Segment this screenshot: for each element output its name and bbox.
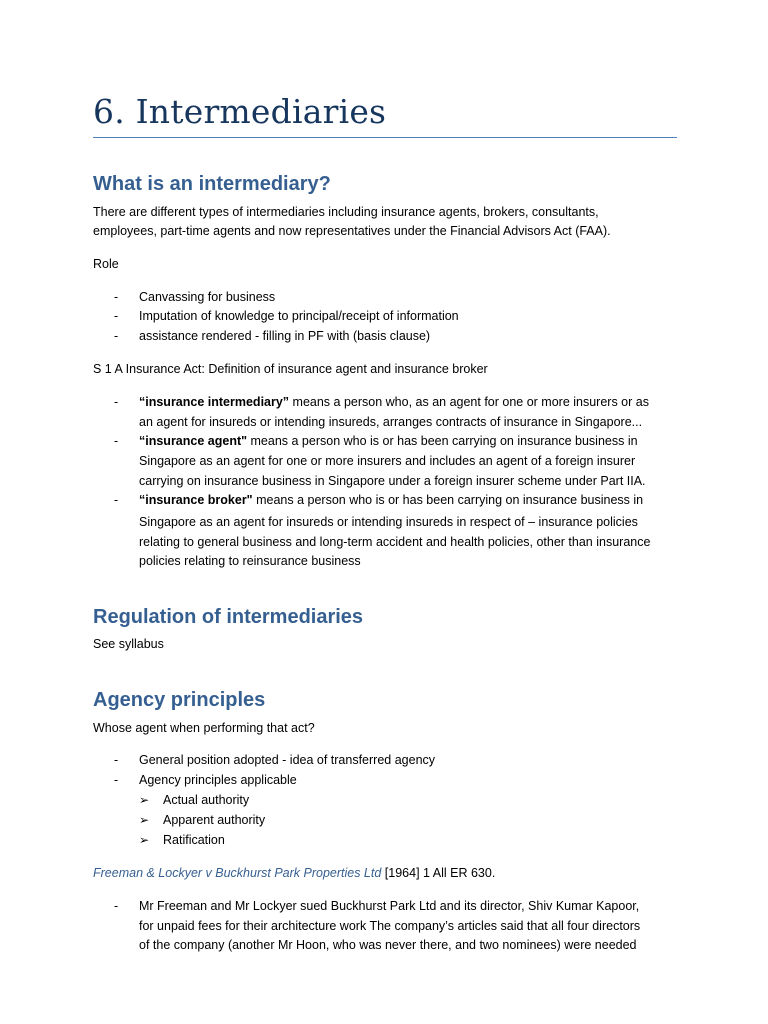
definition-broker-line-1 [139, 490, 643, 510]
sub-item-actual-authority: Actual authority [163, 793, 250, 807]
bullet-dash: - [114, 329, 119, 343]
sub-item-apparent-authority: Apparent authority [163, 813, 266, 827]
role-item-assistance: assistance rendered - filling in PF with (basis clause) [139, 329, 431, 343]
definition-agent-line-3: carrying on insurance business in Singapore under a foreign insurer scheme under Part IIA. [139, 474, 646, 488]
role-item-canvassing: Canvassing for business [139, 290, 276, 304]
agency-item-principles: Agency principles applicable [139, 773, 297, 787]
definition-text: means a person who is or has been carrying on insurance business in [252, 493, 644, 507]
regulation-text: See syllabus [93, 637, 164, 651]
intro-line-2: employees, part-time agents and now representatives under the Financial Advisors Act (FAA). [93, 224, 611, 238]
case-summary-line-1: Mr Freeman and Mr Lockyer sued Buckhurst Park Ltd and its director, Shiv Kumar Kapoor, [139, 899, 640, 913]
arrow-bullet-icon: ➢ [139, 833, 150, 847]
bullet-dash: - [114, 899, 119, 913]
case-year: [1964] [384, 866, 420, 880]
bullet-dash: - [114, 395, 119, 409]
role-item-imputation: Imputation of knowledge to principal/receipt of information [139, 309, 459, 323]
definition-term: “insurance broker" [139, 493, 253, 507]
bullet-dash: - [114, 773, 119, 787]
bullet-dash: - [114, 290, 119, 304]
agency-item-general-position: General position adopted - idea of transferred agency [139, 753, 436, 767]
definition-broker-line-4: policies relating to reinsurance business [139, 554, 361, 568]
heading-regulation: Regulation of intermediaries [93, 606, 364, 628]
definition-broker-line-2: Singapore as an agent for insureds or intending insureds in respect of – insurance policies [139, 515, 638, 529]
agency-question: Whose agent when performing that act? [93, 721, 315, 735]
page-title: 6. Intermediaries [93, 92, 387, 131]
arrow-bullet-icon: ➢ [139, 813, 150, 827]
definition-intermediary-line-1 [139, 392, 649, 412]
definition-agent-line-2: Singapore as an agent for one or more insurers and includes an agent of a foreign insurer [139, 454, 636, 468]
definition-text: means a person who is or has been carrying on insurance business in [247, 434, 638, 448]
definition-term: “insurance agent" [139, 434, 248, 448]
s1a-definition-line: S 1 A Insurance Act: Definition of insurance agent and insurance broker [93, 362, 488, 376]
case-summary-line-3: of the company (another Mr Hoon, who was never there, and two nominees) were needed [139, 938, 637, 952]
bullet-dash: - [114, 434, 119, 448]
case-reference: 1 All ER 630. [419, 866, 496, 880]
bullet-dash: - [114, 753, 119, 767]
case-citation [93, 863, 495, 883]
bullet-dash: - [114, 309, 119, 323]
title-divider [93, 137, 677, 138]
bullet-dash: - [114, 493, 119, 507]
definition-term: “insurance intermediary” [139, 395, 290, 409]
sub-item-ratification: Ratification [163, 833, 225, 847]
arrow-bullet-icon: ➢ [139, 793, 150, 807]
definition-agent-line-1 [139, 431, 638, 451]
case-summary-line-2: for unpaid fees for their architecture work The company’s articles said that all four directors [139, 919, 641, 933]
heading-agency-principles: Agency principles [93, 689, 266, 711]
role-label: Role [93, 257, 119, 271]
heading-what-is-intermediary: What is an intermediary? [93, 173, 331, 195]
intro-line-1: There are different types of intermediaries including insurance agents, brokers, consultants, [93, 205, 599, 219]
definition-text: means a person who, as an agent for one or more insurers or as [289, 395, 649, 409]
definition-broker-line-3: relating to general business and long-term accident and health policies, other than insurance [139, 535, 651, 549]
definition-intermediary-line-2: an agent for insureds or intending insureds, arranges contracts of insurance in Singapore... [139, 415, 643, 429]
case-name: Freeman & Lockyer v Buckhurst Park Properties Ltd [93, 866, 382, 880]
